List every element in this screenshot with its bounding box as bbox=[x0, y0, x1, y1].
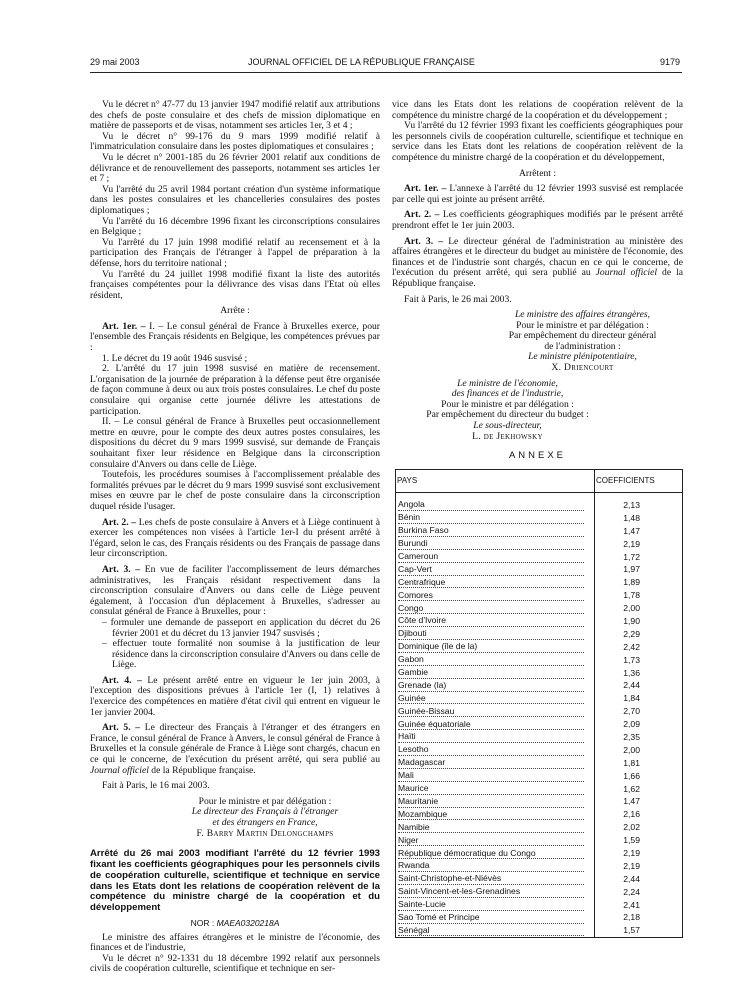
article-5 bbox=[90, 723, 380, 776]
article-paragraph: Toutefois, les procédures soumises à l'accomplissement préalable des formalités prévues par le décret du 9 mars 1999 susvisé sont exclusivement mises en œuvre par le chef de poste consulaire dans la circonscription duquel réside l'usager. bbox=[90, 469, 380, 512]
table-row bbox=[396, 692, 683, 705]
article-label: Art. 3. – bbox=[404, 235, 444, 247]
article-3 bbox=[392, 237, 683, 290]
signature-block bbox=[90, 797, 380, 839]
coefficient-value: 2,24 bbox=[595, 886, 683, 899]
article-3 bbox=[90, 565, 380, 618]
coefficient-value: 2,18 bbox=[595, 911, 683, 924]
country-cell bbox=[396, 679, 595, 692]
table-row bbox=[396, 705, 683, 718]
article-text: Le directeur des Français à l'étranger et des étrangers en France, le consul général de France à Anvers, le consul général de France à Bruxelles et la consule générale de France à Liège sont chargés, chacun en ce qui le concerne, de l'exécution du présent arrêté, qui sera publié au bbox=[90, 722, 380, 766]
country-cell bbox=[396, 834, 595, 847]
article-text: Le directeur général de l'administration au ministère des affaires étrangères et le directeur du budget au ministère de l'économie, des finances et de l'industrie sont chargés, chacun en ce qui le concerne, de l'exécution du présent arrêté, qui sera publié au bbox=[392, 235, 683, 279]
country-name: Madagascar bbox=[398, 757, 584, 769]
header-rule bbox=[90, 72, 682, 73]
country-name: Niger bbox=[398, 835, 584, 847]
signature-block-affaires-etrangeres bbox=[392, 310, 683, 374]
coefficient-value: 2,44 bbox=[595, 679, 683, 692]
country-cell bbox=[396, 654, 595, 667]
coefficient-value: 1,47 bbox=[595, 525, 683, 538]
table-row bbox=[396, 886, 683, 899]
coefficient-value: 1,90 bbox=[595, 615, 683, 628]
country-name: Angola bbox=[398, 499, 584, 511]
country-name: Mali bbox=[398, 770, 584, 782]
country-cell bbox=[396, 492, 595, 511]
country-name: Guinée bbox=[398, 693, 584, 705]
country-cell bbox=[396, 898, 595, 911]
table-row bbox=[396, 924, 683, 937]
country-name: Saint-Vincent-et-les-Grenadines bbox=[398, 886, 584, 898]
country-cell bbox=[396, 628, 595, 641]
coefficient-value: 2,00 bbox=[595, 744, 683, 757]
table-row bbox=[396, 782, 683, 795]
article-1 bbox=[392, 184, 683, 205]
signature-line: Par empêchement du directeur général bbox=[508, 330, 657, 342]
article-4 bbox=[90, 676, 380, 718]
article-text: Les coefficients géographiques modifiés par le présent arrêté prendront effet le 1er juin 2003. bbox=[392, 209, 683, 231]
signature-line: Pour le ministre et par délégation : bbox=[198, 795, 332, 807]
country-name: Dominique (île de la) bbox=[398, 641, 584, 653]
country-cell bbox=[396, 602, 595, 615]
country-cell bbox=[396, 692, 595, 705]
article-label: Art. 3. – bbox=[102, 563, 141, 575]
article-label: Art. 5. – bbox=[102, 722, 141, 734]
table-row bbox=[396, 834, 683, 847]
country-cell bbox=[396, 782, 595, 795]
header-journal-title: JOURNAL OFFICIEL DE LA RÉPUBLIQUE FRANÇAISE bbox=[248, 57, 475, 67]
coefficient-value: 1,81 bbox=[595, 757, 683, 770]
country-name: Congo bbox=[398, 603, 584, 615]
country-cell bbox=[396, 821, 595, 834]
article-text: L'annexe à l'arrêté du 12 février 1993 susvisé est remplacée par celle qui est jointe au présent arrêté. bbox=[392, 183, 683, 205]
signature-date: Fait à Paris, le 16 mai 2003. bbox=[102, 780, 210, 792]
country-name: Guinée équatoriale bbox=[398, 719, 584, 731]
country-name: Gabon bbox=[398, 654, 584, 666]
country-name: République démocratique du Congo bbox=[398, 848, 584, 860]
article-label: Art. 1er. – bbox=[404, 183, 447, 195]
table-row bbox=[396, 628, 683, 641]
article-label: Art. 2. – bbox=[102, 516, 137, 528]
article-text: I. – Le consul général de France à Bruxelles exerce, pour l'ensemble des Français résidents en Belgique, les compétences prévues par : bbox=[90, 320, 380, 354]
signature-line: Par empêchement du directeur du budget : bbox=[426, 409, 589, 421]
list-item: 1. Le décret du 19 août 1946 susvisé ; bbox=[102, 352, 248, 364]
signature-line: et des étrangers en France, bbox=[212, 817, 318, 828]
article-text: Le présent arrêté entre en vigueur le 1er juin 2003, à l'exception des dispositions prévues à l'article 1er (I, 1) relatives à l'exercice des compétences en matière d'état civil qui entrent en vigueur le 1er janvier 2004. bbox=[90, 674, 380, 718]
table-row bbox=[396, 589, 683, 602]
article-text-end: de la République française. bbox=[392, 267, 683, 289]
article-text: Les chefs de poste consulaire à Anvers et à Liège continuent à exercer les compétences non visées à l'article 1er-I du présent arrêté à l'égard, selon le cas, des Français résidents ou des Français de passage dans leur circonscription. bbox=[90, 516, 380, 560]
country-cell bbox=[396, 770, 595, 783]
coefficient-value: 2,35 bbox=[595, 731, 683, 744]
country-cell bbox=[396, 808, 595, 821]
country-name: Centrafrique bbox=[398, 577, 584, 589]
table-row bbox=[396, 770, 683, 783]
table-row bbox=[396, 492, 683, 511]
right-column bbox=[392, 100, 683, 938]
visa-paragraph: Vu l'arrêté du 25 avril 1984 portant création d'un système informatique dans les postes consulaires et les chancelleries consulaires des postes diplomatiques ; bbox=[90, 183, 380, 216]
country-name: Lesotho bbox=[398, 744, 584, 756]
signature-line: Le ministre des affaires étrangères, bbox=[514, 309, 651, 321]
coefficient-value: 1,97 bbox=[595, 563, 683, 576]
article-text: En vue de faciliter l'accomplissement de leurs démarches administratives, les Français résidant respectivement dans la circonscription consulaire d'Anvers ou dans celle de Liège peuvent également, à l'occasion d'un déplacement à Bruxelles, s'adresser au consulat général de France à Bruxelles, pour : bbox=[90, 563, 380, 618]
coefficient-value: 1,84 bbox=[595, 692, 683, 705]
coefficient-value: 2,42 bbox=[595, 641, 683, 654]
coefficient-value: 1,36 bbox=[595, 666, 683, 679]
country-cell bbox=[396, 718, 595, 731]
visa-paragraph: Vu l'arrêté du 24 juillet 1998 modifié fixant la liste des autorités françaises compétentes pour la délivrance des visas dans l'Etat où elles résident, bbox=[90, 268, 380, 301]
table-row bbox=[396, 757, 683, 770]
table-row bbox=[396, 602, 683, 615]
signature-line: des finances et de l'industrie, bbox=[451, 388, 564, 400]
visa-paragraph: Vu l'arrêté du 12 février 1993 fixant les coefficients géographiques pour les personnels civils de coopération culturelle, scientifique et technique en service dans les Etats dont les relations de coopération relèvent de la compétence du ministre chargé de la coopération et du développement, bbox=[392, 120, 683, 163]
column-header-coefficients: COEFFICIENTS bbox=[595, 469, 683, 492]
coefficient-value: 2,19 bbox=[595, 860, 683, 873]
table-row bbox=[396, 744, 683, 757]
visa-paragraph: Vu le décret n° 47-77 du 13 janvier 1947 modifié relatif aux attributions des chefs de poste consulaire et des chefs de mission diplomatique en matière de passeports et de visas, notamment ses articles 1er, 3 et 4 ; bbox=[90, 99, 380, 132]
country-cell bbox=[396, 705, 595, 718]
list-item: 2. L'arrêté du 17 juin 1998 susvisé en matière de recensement. L'organisation de la journée de préparation à la défense peut être organisée de façon commune à deux ou aux trois postes consulaires. Le chef du poste consulaire qui organise cette journée délivre les attestations de participation. bbox=[90, 363, 380, 417]
signature-line: Le sous-directeur, bbox=[473, 420, 542, 432]
coefficient-value: 2,19 bbox=[595, 847, 683, 860]
country-cell bbox=[396, 537, 595, 550]
coefficient-value: 1,89 bbox=[595, 576, 683, 589]
signature-line: Le ministre plénipotentiaire, bbox=[528, 351, 637, 363]
coefficient-value: 2,02 bbox=[595, 821, 683, 834]
country-cell bbox=[396, 795, 595, 808]
article-text-end: de la République française. bbox=[148, 764, 256, 776]
visa-paragraph: Vu le décret n° 92-1331 du 18 décembre 1992 relatif aux personnels civils de coopération culturelle, scientifique et technique en ser- bbox=[90, 952, 380, 975]
coefficient-value: 2,09 bbox=[595, 718, 683, 731]
table-row bbox=[396, 550, 683, 563]
header-date: 29 mai 2003 bbox=[90, 57, 140, 67]
arrete-heading: Arrête : bbox=[220, 305, 250, 317]
article-1 bbox=[90, 322, 380, 354]
signature-date: Fait à Paris, le 26 mai 2003. bbox=[404, 293, 512, 305]
country-name: Guinée-Bissau bbox=[398, 706, 584, 718]
country-name: Mauritanie bbox=[398, 796, 584, 808]
table-row bbox=[396, 679, 683, 692]
table-body bbox=[396, 492, 683, 937]
signature-line: Le directeur des Français à l'étranger bbox=[191, 806, 339, 818]
country-cell bbox=[396, 666, 595, 679]
table-row bbox=[396, 576, 683, 589]
country-cell bbox=[396, 860, 595, 873]
coefficient-value: 1,48 bbox=[595, 512, 683, 525]
table-row bbox=[396, 641, 683, 654]
annexe-heading: ANNEXE bbox=[508, 450, 567, 462]
table-row bbox=[396, 654, 683, 667]
country-name: Maurice bbox=[398, 783, 584, 795]
coefficient-value: 2,70 bbox=[595, 705, 683, 718]
table-row bbox=[396, 795, 683, 808]
table-row bbox=[396, 666, 683, 679]
country-cell bbox=[396, 563, 595, 576]
country-name: Djibouti bbox=[398, 628, 584, 640]
country-name: Grenade (la) bbox=[398, 680, 584, 692]
coefficient-value: 2,19 bbox=[595, 537, 683, 550]
coefficient-value: 2,41 bbox=[595, 898, 683, 911]
table-row bbox=[396, 821, 683, 834]
table-header-row bbox=[396, 469, 683, 492]
visa-paragraph: Vu l'arrêté du 16 décembre 1996 fixant les circonscriptions consulaires en Belgique ; bbox=[90, 215, 380, 238]
table-row bbox=[396, 873, 683, 886]
left-column bbox=[90, 100, 380, 975]
visa-paragraph: Vu le décret n° 99-176 du 9 mars 1999 modifié relatif à l'immatriculation consulaire dans les postes diplomatiques et consulaires ; bbox=[90, 130, 380, 153]
table-row bbox=[396, 731, 683, 744]
header-page-number: 9179 bbox=[659, 57, 680, 67]
country-name: Bénin bbox=[398, 512, 584, 524]
article-2 bbox=[90, 518, 380, 560]
country-cell bbox=[396, 911, 595, 924]
country-cell bbox=[396, 873, 595, 886]
continued-paragraph: vice dans les Etats dont les relations de coopération relèvent de la compétence du ministre chargé de la coopération et du développement ; bbox=[392, 99, 683, 121]
signature-line: Le ministre de l'économie, bbox=[457, 377, 558, 389]
country-cell bbox=[396, 744, 595, 757]
dash-item: – formuler une demande de passeport en application du décret du 26 février 2001 et du décret du 13 janvier 1947 susvisés ; bbox=[102, 616, 380, 639]
signatory-name: L. de Jekhowsky bbox=[472, 430, 543, 442]
country-cell bbox=[396, 550, 595, 563]
coefficient-value: 1,66 bbox=[595, 770, 683, 783]
table-row bbox=[396, 563, 683, 576]
table-row bbox=[396, 718, 683, 731]
table-row bbox=[396, 537, 683, 550]
country-cell bbox=[396, 576, 595, 589]
journal-officiel-ref: Journal officiel bbox=[595, 267, 658, 279]
country-name: Saint-Christophe-et-Niévès bbox=[398, 873, 584, 885]
article-label: Art. 1er. – bbox=[102, 320, 146, 332]
table-row bbox=[396, 898, 683, 911]
coefficient-value: 1,73 bbox=[595, 654, 683, 667]
signature-block-economie bbox=[392, 379, 683, 443]
ministers-intro: Le ministre des affaires étrangères et le ministre de l'économie, des finances et de l'industrie, bbox=[90, 931, 380, 954]
visa-paragraph: Vu l'arrêté du 17 juin 1998 modifié relatif au recensement et à la participation des Français de l'étranger à l'appel de préparation à la défense, hors du territoire national ; bbox=[90, 236, 380, 269]
country-name: Gambie bbox=[398, 667, 584, 679]
country-name: Sao Tomé et Principe bbox=[398, 912, 584, 924]
country-cell bbox=[396, 886, 595, 899]
visa-paragraph: Vu le décret n° 2001-185 du 26 février 2001 relatif aux conditions de délivrance et de renouvellement des passeports, notamment ses articles 1er et 7 ; bbox=[90, 151, 380, 185]
coefficient-value: 2,00 bbox=[595, 602, 683, 615]
country-name: Mozambique bbox=[398, 809, 584, 821]
country-cell bbox=[396, 847, 595, 860]
country-name: Comores bbox=[398, 590, 584, 602]
country-name: Cameroun bbox=[398, 551, 584, 563]
country-name: Burundi bbox=[398, 538, 584, 550]
page-header bbox=[90, 57, 680, 71]
article-label: Art. 4. – bbox=[102, 674, 142, 686]
coefficient-value: 1,72 bbox=[595, 550, 683, 563]
coefficients-table bbox=[395, 469, 683, 938]
country-cell bbox=[396, 589, 595, 602]
coefficient-value: 1,59 bbox=[595, 834, 683, 847]
country-cell bbox=[396, 525, 595, 538]
signatory-name: X. Driencourt bbox=[551, 362, 614, 374]
coefficient-value: 2,13 bbox=[595, 492, 683, 511]
country-name: Cap-Vert bbox=[398, 564, 584, 576]
coefficient-value: 1,78 bbox=[595, 589, 683, 602]
dash-item: – effectuer toute formalité non soumise à la justification de leur résidence dans la circonscription consulaire d'Anvers ou dans celle de Liège. bbox=[102, 638, 380, 671]
country-cell bbox=[396, 615, 595, 628]
country-cell bbox=[396, 641, 595, 654]
arretent-heading: Arrêtent : bbox=[518, 167, 557, 179]
article-2 bbox=[392, 210, 683, 231]
country-name: Sainte-Lucie bbox=[398, 899, 584, 911]
signature-line: de l'administration : bbox=[544, 340, 621, 352]
coefficient-value: 2,16 bbox=[595, 808, 683, 821]
country-cell bbox=[396, 731, 595, 744]
nor-reference bbox=[90, 918, 380, 929]
table-row bbox=[396, 808, 683, 821]
coefficient-value: 2,44 bbox=[595, 873, 683, 886]
coefficient-value: 1,47 bbox=[595, 795, 683, 808]
table-row bbox=[396, 860, 683, 873]
country-name: Rwanda bbox=[398, 860, 584, 872]
article-label: Art. 2. – bbox=[404, 209, 440, 221]
coefficient-value: 2,29 bbox=[595, 628, 683, 641]
table-row bbox=[396, 512, 683, 525]
signatory-name: F. Barry Martin Delongchamps bbox=[196, 827, 334, 839]
coefficient-value: 1,62 bbox=[595, 782, 683, 795]
signature-line: Pour le ministre et par délégation : bbox=[516, 319, 649, 331]
decree-title: Arrêté du 26 mai 2003 modifiant l'arrêté du 12 février 1993 fixant les coefficients géographiques pour les personnels civils de coopération culturelle, scientifique et technique en service dans les Etats dont les relations de coopération relèvent de la compétence du ministre chargé de la coopération et du développement bbox=[90, 848, 380, 914]
country-name: Sénégal bbox=[398, 925, 584, 937]
nor-label: NOR : bbox=[190, 917, 217, 928]
nor-code: MAEA0320218A bbox=[216, 917, 280, 928]
journal-officiel-ref: Journal officiel bbox=[90, 764, 149, 776]
coefficient-value: 1,57 bbox=[595, 924, 683, 937]
country-cell bbox=[396, 924, 595, 937]
column-header-pays: PAYS bbox=[396, 469, 595, 492]
table-row bbox=[396, 911, 683, 924]
country-name: Burkina Faso bbox=[398, 525, 584, 537]
country-name: Haïti bbox=[398, 731, 584, 743]
country-cell bbox=[396, 512, 595, 525]
table-row bbox=[396, 847, 683, 860]
country-name: Côte d'Ivoire bbox=[398, 615, 584, 627]
country-name: Namibie bbox=[398, 822, 584, 834]
article-paragraph: II. – Le consul général de France à Bruxelles peut occasionnellement mettre en œuvre, pour le compte des deux autres postes consulaires, les dispositions du décret du 9 mars 1999 susvisé, sur demande de Français souhaitant fixer leur résidence en Belgique dans la circonscription consulaire d'Anvers ou dans celle de Liège. bbox=[90, 416, 380, 470]
table-row bbox=[396, 615, 683, 628]
signature-line: Pour le ministre et par délégation : bbox=[441, 398, 574, 410]
country-cell bbox=[396, 757, 595, 770]
table-row bbox=[396, 525, 683, 538]
